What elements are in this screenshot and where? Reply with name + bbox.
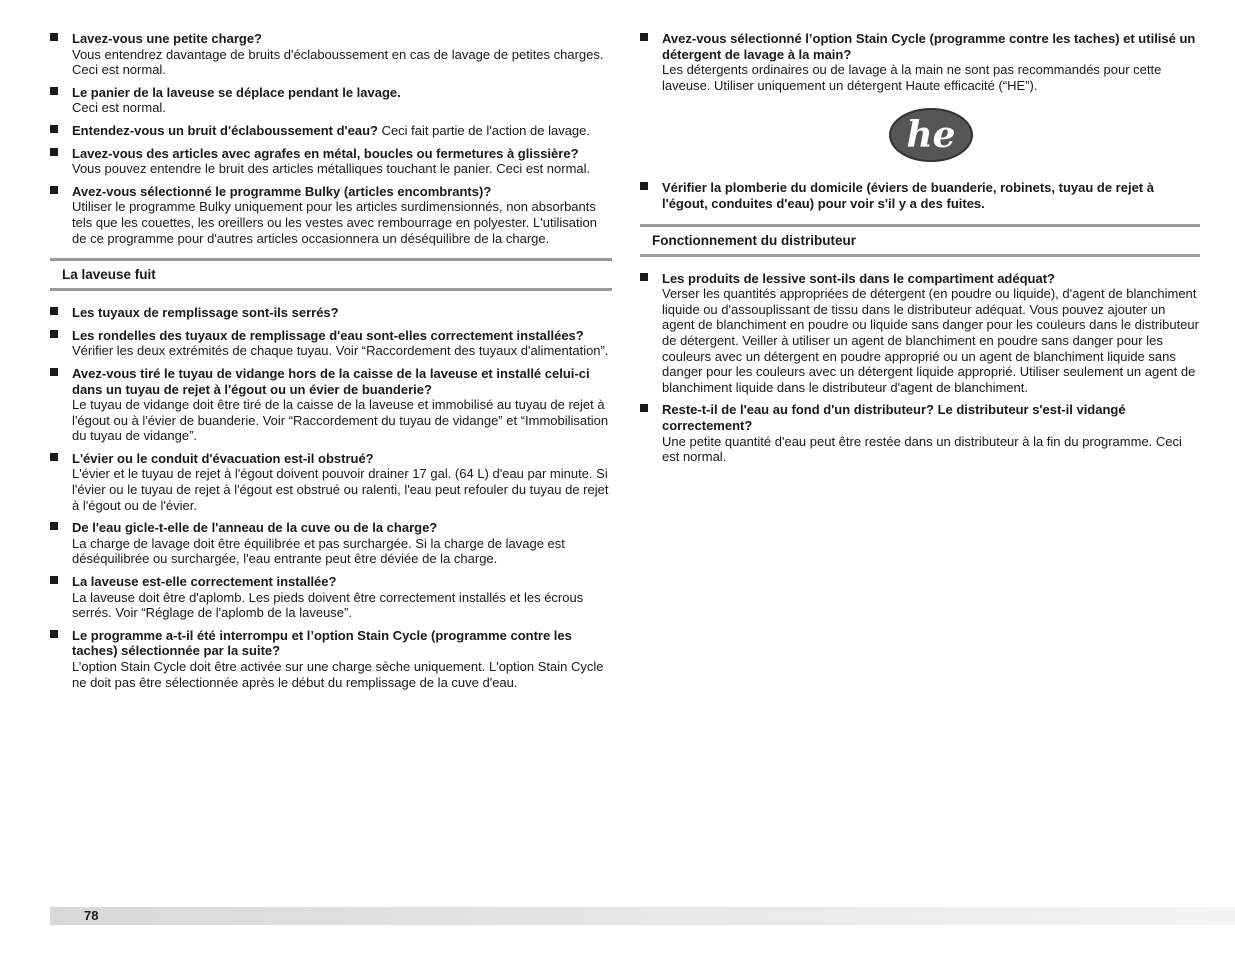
list-item — [50, 184, 612, 246]
item-question: Les produits de lessive sont-ils dans le compartiment adéquat? — [662, 270, 1055, 286]
item-answer: Une petite quantité d'eau peut être restée dans un distributeur à la fin du programme. Ceci est normal. — [662, 433, 1182, 465]
page-number: 78 — [84, 908, 99, 923]
item-answer: Le tuyau de vidange doit être tiré de la caisse de la laveuse et immobilisé au tuyau de rejet à l'égout ou à l'évier de buanderie. Voir “Raccordement du tuyau de vidange” et “Immobilisation du tuyau de vidange”. — [72, 397, 609, 444]
bullet-icon — [50, 522, 58, 530]
item-answer: Vérifier les deux extrémités de chaque tuyau. Voir “Raccordement des tuyaux d'alimentation”. — [72, 343, 609, 359]
leak-list — [50, 305, 612, 690]
item-question: Lavez-vous une petite charge? — [72, 31, 262, 46]
item-question: L'évier ou le conduit d'évacuation est-il obstrué? — [72, 450, 374, 466]
item-answer: Utiliser le programme Bulky uniquement pour les articles surdimensionnés, non absorbants tels que les couettes, les oreillers ou les vestes avec rembourrage en polyester. L'utilisation de ce programme pour d'autres articles occasionnera un déséquilibre de la charge. — [72, 199, 597, 246]
list-item — [640, 402, 1200, 464]
bullet-icon — [50, 453, 58, 461]
item-answer: La laveuse doit être d'aplomb. Les pieds doivent être correctement installés et les écrous serrés. Voir “Réglage de l'aplomb de la laveuse”. — [72, 589, 584, 621]
list-item — [640, 271, 1200, 396]
list-item — [50, 574, 612, 621]
section-heading-leak: La laveuse fuit — [50, 258, 612, 291]
item-question: De l'eau gicle-t-elle de l'anneau de la cuve ou de la charge? — [72, 520, 438, 536]
item-answer: Ceci fait partie de l'action de lavage. — [377, 122, 591, 138]
he-logo-text: he — [906, 114, 956, 157]
bullet-icon — [50, 576, 58, 584]
footer-bar — [50, 907, 1235, 925]
item-answer: Les détergents ordinaires ou de lavage à la main ne sont pas recommandés pour cette laveuse. Utiliser uniquement un détergent Haute efficacité (“HE”). — [662, 62, 1162, 93]
list-item — [50, 628, 612, 690]
bullet-icon — [50, 125, 58, 133]
bullet-icon — [640, 33, 648, 41]
item-question: Les rondelles des tuyaux de remplissage d'eau sont-elles correctement installées? — [72, 327, 584, 343]
list-item — [50, 146, 612, 177]
item-question: Lavez-vous des articles avec agrafes en métal, boucles ou fermetures à glissière? — [72, 145, 579, 161]
list-item — [50, 123, 612, 139]
item-question: Reste-t-il de l'eau au fond d'un distributeur? Le distributeur s'est-il vidangé correctement? — [662, 402, 1126, 433]
bullet-icon — [640, 273, 648, 281]
item-question: Avez-vous sélectionné l’option Stain Cycle (programme contre les taches) et utilisé un détergent de lavage à la main? — [662, 31, 1196, 62]
list-item — [50, 520, 612, 567]
item-answer: L'évier et le tuyau de rejet à l'égout doivent pouvoir drainer 17 gal. (64 L) d'eau par minute. Si l'évier ou le tuyau de rejet à l'égout est obstrué ou ralenti, l'eau peut refouler du tuyau de rejet à l'égout ou de l'évier. — [72, 466, 609, 513]
item-question: Le programme a-t-il été interrompu et l’option Stain Cycle (programme contre les taches) sélectionnée par la suite? — [72, 627, 572, 659]
list-item — [50, 328, 612, 359]
bullet-icon — [50, 330, 58, 338]
plumbing-list — [640, 180, 1200, 211]
item-answer: Vous pouvez entendre le bruit des articles métalliques touchant le panier. Ceci est normal. — [72, 161, 591, 177]
bullet-icon — [50, 87, 58, 95]
item-question: Vérifier la plomberie du domicile (éviers de buanderie, robinets, tuyau de rejet à l'égout, conduites d'eau) pour voir s'il y a des fuites. — [662, 180, 1154, 211]
list-item — [640, 180, 1200, 211]
bullet-icon — [50, 33, 58, 41]
item-question: La laveuse est-elle correctement installée? — [72, 574, 337, 590]
left-top-list — [50, 31, 612, 246]
item-answer: L’option Stain Cycle doit être activée sur une charge sèche uniquement. L'option Stain Cycle ne doit pas être sélectionnée après le début du remplissage de la cuve d'eau. — [72, 659, 604, 690]
bullet-icon — [50, 148, 58, 156]
item-question: Le panier de la laveuse se déplace pendant le lavage. — [72, 84, 401, 100]
bullet-icon — [640, 404, 648, 412]
he-logo-icon — [886, 104, 976, 166]
item-question: Avez-vous tiré le tuyau de vidange hors de la caisse de la laveuse et installé celui-ci dans un tuyau de rejet à l'égout ou un évier de buanderie? — [72, 365, 590, 397]
bullet-icon — [50, 368, 58, 376]
item-question: Avez-vous sélectionné le programme Bulky (articles encombrants)? — [72, 183, 492, 199]
list-item — [50, 305, 612, 321]
list-item — [50, 366, 612, 444]
right-top-list — [640, 31, 1200, 93]
dispenser-list — [640, 271, 1200, 465]
item-answer: Vous entendrez davantage de bruits d'éclaboussement en cas de lavage de petites charges. Ceci est normal. — [72, 46, 604, 78]
right-column — [640, 31, 1200, 472]
list-item — [50, 85, 612, 116]
section-heading-dispenser: Fonctionnement du distributeur — [640, 224, 1200, 257]
bullet-icon — [50, 186, 58, 194]
item-question: Entendez-vous un bruit d'éclaboussement d'eau? — [72, 122, 378, 138]
bullet-icon — [50, 307, 58, 315]
item-answer: Ceci est normal. — [72, 100, 166, 116]
item-answer: Verser les quantités appropriées de détergent (en poudre ou liquide), d'agent de blanchiment liquide ou d'assouplissant de tissu dans le distributeur adéquat. Vous pouvez ajouter un agent de blanchiment en poudre ou liquide sans danger pour les couleurs dans le distributeur de détergent. Veiller à utiliser un agent de blanchiment en poudre sans danger pour les couleurs avec un détergent en poudre approprié ou un agent de blanchiment liquide sans danger pour les couleurs avec un détergent liquide approprié. Utiliser seulement un agent de blanchiment liquide dans le distributeur d'agent de blanchiment. — [662, 286, 1199, 395]
list-item — [640, 31, 1200, 93]
list-item — [50, 451, 612, 513]
bullet-icon — [640, 182, 648, 190]
item-answer: La charge de lavage doit être équilibrée et pas surchargée. Si la charge de lavage est déséquilibrée ou surchargée, l'eau entrante peut être déviée de la charge. — [72, 535, 565, 567]
he-logo — [640, 100, 1200, 170]
item-question: Les tuyaux de remplissage sont-ils serrés? — [72, 305, 339, 321]
bullet-icon — [50, 630, 58, 638]
left-column — [50, 31, 612, 697]
list-item — [50, 31, 612, 78]
